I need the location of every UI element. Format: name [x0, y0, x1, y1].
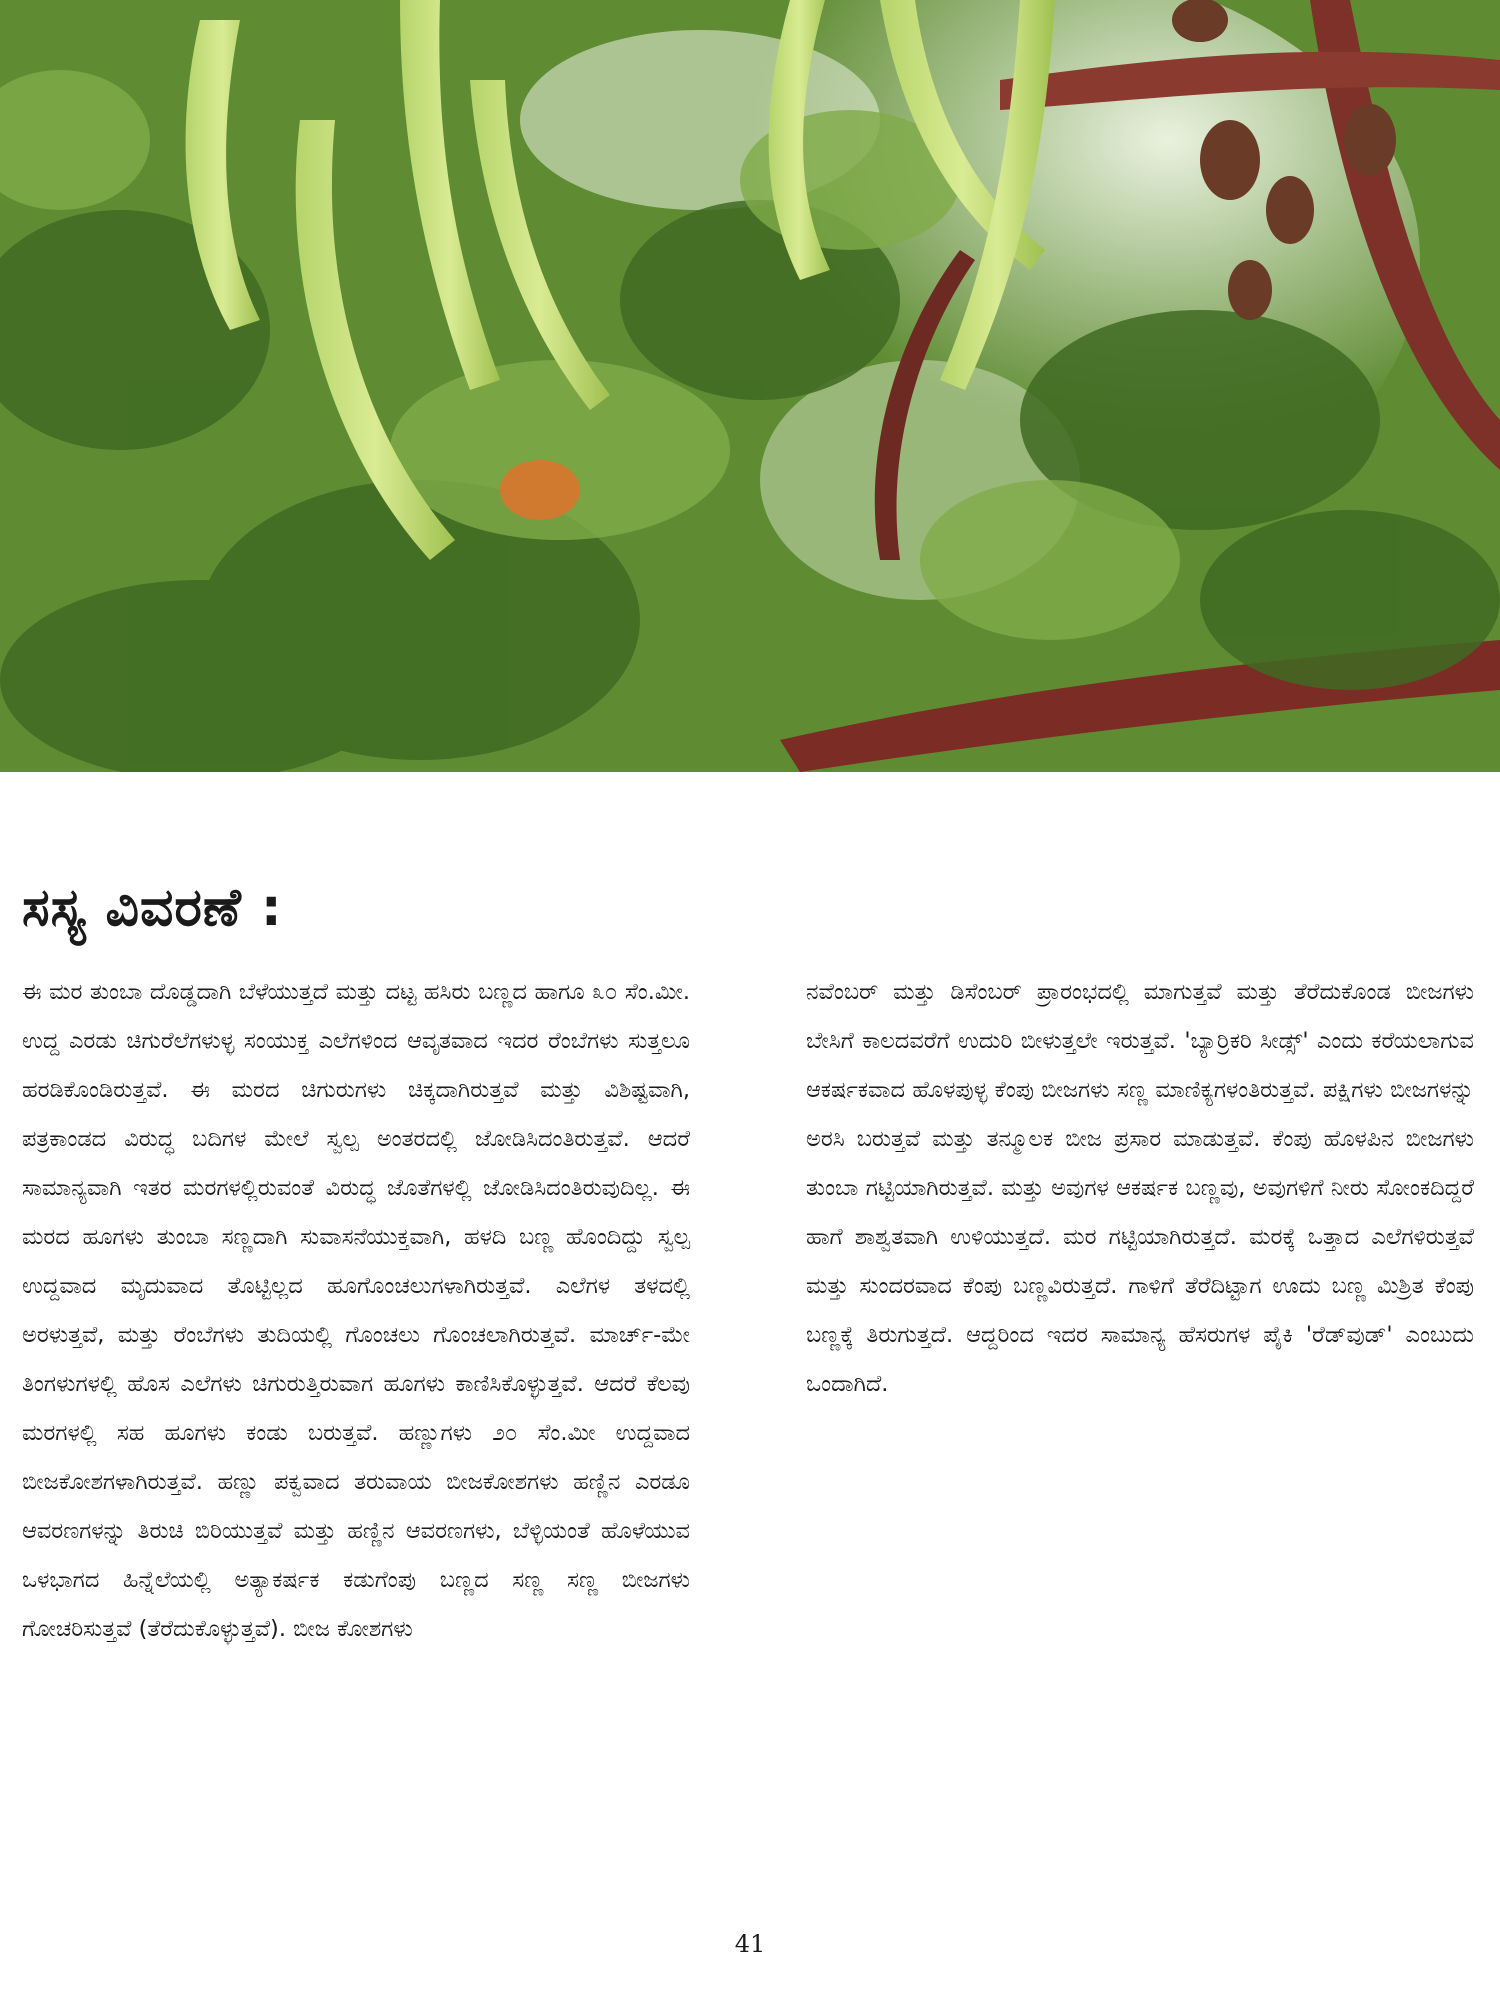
right-column-paragraph: ನವೆಂಬರ್ ಮತ್ತು ಡಿಸೆಂಬರ್ ಪ್ರಾರಂಭದಲ್ಲಿ ಮಾಗುತ್ತವೆ ಮತ್ತು ತೆರೆದುಕೊಂಡ ಬೀಜಗಳು ಬೇಸಿಗೆ ಕಾಲದವರೆಗೆ ಉದುರಿ ಬೀಳುತ್ತಲೇ ಇರುತ್ತವೆ. 'ಬ್ಯಾರ್ರಿಕರಿ ಸೀಡ್ಸ್' ಎಂದು ಕರೆಯಲಾಗುವ ಆಕರ್ಷಕವಾದ ಹೊಳಪುಳ್ಳ ಕೆಂಪು ಬೀಜಗಳು ಸಣ್ಣ ಮಾಣಿಕ್ಯಗಳಂತಿರುತ್ತವೆ. ಪಕ್ಷಿಗಳು ಬೀಜಗಳನ್ನು ಅರಸಿ ಬರುತ್ತವೆ ಮತ್ತು ತನ್ಮೂಲಕ ಬೀಜ ಪ್ರಸಾರ ಮಾಡುತ್ತವೆ. ಕೆಂಪು ಹೊಳಪಿನ ಬೀಜಗಳು ತುಂಬಾ ಗಟ್ಟಿಯಾಗಿರುತ್ತವೆ. ಮತ್ತು ಅವುಗಳ ಆಕರ್ಷಕ ಬಣ್ಣವು, ಅವುಗಳಿಗೆ ನೀರು ಸೋಂಕದಿದ್ದರೆ ಹಾಗೆ ಶಾಶ್ವತವಾಗಿ ಉಳಿಯುತ್ತದೆ. ಮರ ಗಟ್ಟಿಯಾಗಿರುತ್ತದೆ. ಮರಕ್ಕೆ ಒತ್ತಾದ ಎಲೆಗಳಿರುತ್ತವೆ ಮತ್ತು ಸುಂದರವಾದ ಕೆಂಪು ಬಣ್ಣವಿರುತ್ತದೆ. ಗಾಳಿಗೆ ತೆರೆದಿಟ್ಟಾಗ ಊದು ಬಣ್ಣ ಮಿಶ್ರಿತ ಕೆಂಪು ಬಣ್ಣಕ್ಕೆ ತಿರುಗುತ್ತದೆ. ಆದ್ದರಿಂದ ಇದರ ಸಾಮಾನ್ಯ ಹೆಸರುಗಳ ಪೈಕಿ 'ರೆಡ್‌ವುಡ್' ಎಂಬುದು ಒಂದಾಗಿದೆ.: [806, 979, 1474, 1397]
page-number: 41: [734, 1930, 766, 1958]
tree-pods-photo: [0, 0, 1500, 772]
left-column-paragraph: ಈ ಮರ ತುಂಬಾ ದೊಡ್ಡದಾಗಿ ಬೆಳೆಯುತ್ತದೆ ಮತ್ತು ದಟ್ಟ ಹಸಿರು ಬಣ್ಣದ ಹಾಗೂ ೩೦ ಸೆಂ.ಮೀ. ಉದ್ದ ಎರಡು ಚಿಗುರೆಲೆಗಳುಳ್ಳ ಸಂಯುಕ್ತ ಎಲೆಗಳಿಂದ ಆವೃತವಾದ ಇದರ ರೆಂಬೆಗಳು ಸುತ್ತಲೂ ಹರಡಿಕೊಂಡಿರುತ್ತವೆ. ಈ ಮರದ ಚಿಗುರುಗಳು ಚಿಕ್ಕದಾಗಿರುತ್ತವೆ ಮತ್ತು ವಿಶಿಷ್ಟವಾಗಿ, ಪತ್ರಕಾಂಡದ ವಿರುದ್ಧ ಬದಿಗಳ ಮೇಲೆ ಸ್ವಲ್ಪ ಅಂತರದಲ್ಲಿ ಜೋಡಿಸಿದಂತಿರುತ್ತವೆ. ಆದರೆ ಸಾಮಾನ್ಯವಾಗಿ ಇತರ ಮರಗಳಲ್ಲಿರುವಂತೆ ವಿರುದ್ಧ ಜೊತೆಗಳಲ್ಲಿ ಜೋಡಿಸಿದಂತಿರುವುದಿಲ್ಲ. ಈ ಮರದ ಹೂಗಳು ತುಂಬಾ ಸಣ್ಣದಾಗಿ ಸುವಾಸನೆಯುಕ್ತವಾಗಿ, ಹಳದಿ ಬಣ್ಣ ಹೊಂದಿದ್ದು ಸ್ವಲ್ಪ ಉದ್ದವಾದ ಮೃದುವಾದ ತೊಟ್ಟಿಲ್ಲದ ಹೂಗೊಂಚಲುಗಳಾಗಿರುತ್ತವೆ. ಎಲೆಗಳ ತಳದಲ್ಲಿ ಅರಳುತ್ತವೆ, ಮತ್ತು ರೆಂಬೆಗಳು ತುದಿಯಲ್ಲಿ ಗೊಂಚಲು ಗೊಂಚಲಾಗಿರುತ್ತವೆ. ಮಾರ್ಚ್-ಮೇ ತಿಂಗಳುಗಳಲ್ಲಿ ಹೊಸ ಎಲೆಗಳು ಚಿಗುರುತ್ತಿರುವಾಗ ಹೂಗಳು ಕಾಣಿಸಿಕೊಳ್ಳುತ್ತವೆ. ಆದರೆ ಕೆಲವು ಮರಗಳಲ್ಲಿ ಸಹ ಹೂಗಳು ಕಂಡು ಬರುತ್ತವೆ. ಹಣ್ಣುಗಳು ೨೦ ಸೆಂ.ಮೀ ಉದ್ದವಾದ ಬೀಜಕೋಶಗಳಾಗಿರುತ್ತವೆ. ಹಣ್ಣು ಪಕ್ವವಾದ ತರುವಾಯ ಬೀಜಕೋಶಗಳು ಹಣ್ಣಿನ ಎರಡೂ ಆವರಣಗಳನ್ನು ತಿರುಚಿ ಬಿರಿಯುತ್ತವೆ ಮತ್ತು ಹಣ್ಣಿನ ಆವರಣಗಳು, ಬೆಳ್ಳಿಯಂತೆ ಹೊಳೆಯುವ ಒಳಭಾಗದ ಹಿನ್ನೆಲೆಯಲ್ಲಿ ಅತ್ಯಾಕರ್ಷಕ ಕಡುಗೆಂಪು ಬಣ್ಣದ ಸಣ್ಣ ಸಣ್ಣ ಬೀಜಗಳು ಗೋಚರಿಸುತ್ತವೆ (ತೆರೆದುಕೊಳ್ಳುತ್ತವೆ). ಬೀಜ ಕೋಶಗಳು: [22, 979, 690, 1642]
text-column-right: [806, 968, 1474, 1409]
section-title: ಸಸ್ಯ ವಿವರಣೆ :: [22, 878, 283, 938]
text-column-left: [22, 968, 690, 1654]
photo-illustration: [0, 0, 1500, 772]
